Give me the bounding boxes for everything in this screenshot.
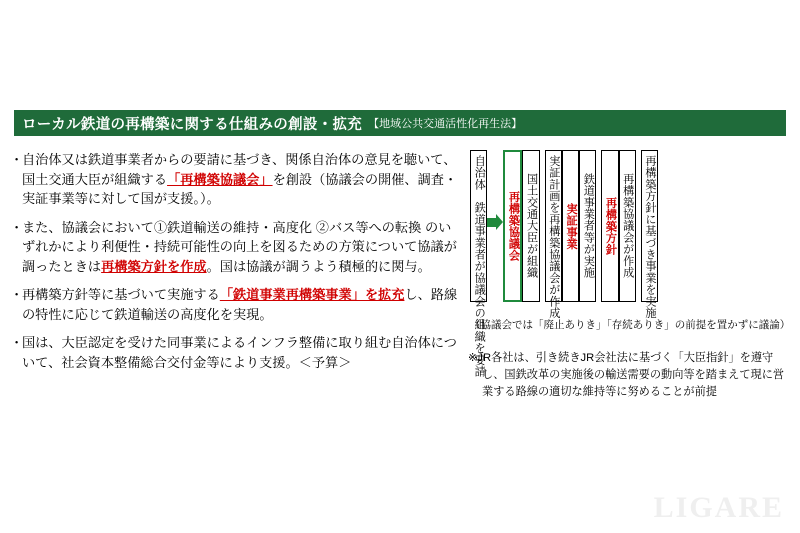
bullet-segment: 国は、大臣認定を受けた同事業によるインフラ整備に取り組む自治体について、社会資本整備総合交付金等により支援。＜予算＞	[22, 335, 457, 370]
flow-step-council	[503, 150, 522, 302]
bullet-marker: ・	[10, 219, 24, 235]
title-bar	[14, 110, 786, 136]
bullet-item	[10, 333, 460, 372]
flow-note: （協議会では「廃止ありき」「存続ありき」の前提を置かずに議論）	[470, 319, 791, 331]
flow-step-implement	[579, 150, 596, 302]
bullet-marker: ・	[10, 335, 24, 351]
bullet-text	[22, 285, 460, 324]
flow-step-label: 再構築方針	[604, 196, 617, 256]
flow-step-label: 国土交通大臣が組織	[525, 173, 538, 279]
bullet-text	[22, 150, 460, 209]
footnote-text: ※JR各社は、引き続きJR会社法に基づく「大臣指針」を遵守し、国鉄改革の実施後の輸送需要の動向等を踏まえて現に営業する路線の適切な維持等に努めることが前提	[468, 352, 785, 398]
bullet-segment: を創設（協議会の開催、調査・実証事業等に対して国が支援。）。	[22, 171, 458, 207]
flow-step-minister	[522, 150, 539, 302]
flow-step-plan	[545, 150, 562, 319]
flow-step-label: 再構築協議会	[507, 190, 520, 262]
flow-step-label: 再構築協議会が作成	[621, 173, 634, 279]
arrow-head	[496, 214, 503, 230]
flow-step-demonstration	[562, 150, 579, 302]
flow-step-label: 実証事業	[565, 202, 578, 250]
bullet-segment: 再構築方針等に基づいて実施する	[22, 287, 220, 303]
bullet-segment: また、協議会において①鉄道輸送の維持・高度化 ②バス等への転換 のいずれかにより利便性・持続可能性の向上を図るための方策について協議が調ったときは	[22, 219, 457, 274]
bullet-text	[22, 218, 460, 277]
flow-step-request	[470, 150, 487, 378]
flow-step-policy-make	[619, 150, 636, 302]
flow-step-label: 自治体 鉄道事業者が協議会の組織を要請	[473, 155, 486, 378]
page-subtitle: 【地域公共交通活性化再生法】	[368, 118, 523, 130]
flow-step-label: 鉄道事業者等が実施	[582, 173, 595, 279]
flow-step-execute	[641, 150, 658, 319]
watermark-logo: LIGARE	[653, 491, 784, 524]
bullet-segment-emphasis: 「再構築協議会」	[167, 171, 273, 187]
body-text-column	[10, 150, 460, 381]
bullet-item	[10, 285, 460, 324]
bullet-item	[10, 150, 460, 209]
bullet-segment: し、路線の特性に応じて鉄道輸送の高度化を実現。	[22, 287, 458, 322]
page-title: ローカル鉄道の再構築に関する仕組みの創設・拡充	[22, 116, 363, 133]
flow-step-label: 実証計画を再構築協議会が作成	[547, 155, 560, 319]
bullet-text	[22, 333, 460, 372]
flow-step-label: 再構築方針に基づき事業を実施	[643, 155, 656, 319]
bullet-segment: 自治体又は鉄道事業者からの要請に基づき、関係自治体の意見を聴いて、国土交通大臣が組織する	[22, 152, 457, 187]
bullet-segment: 。国は協議が調うよう積極的に関与。	[206, 258, 431, 274]
bullet-marker: ・	[10, 152, 24, 167]
footnote	[468, 350, 790, 400]
bullet-marker: ・	[10, 287, 24, 303]
bullet-segment-emphasis: 再構築方針を作成	[101, 258, 207, 274]
flow-step-policy	[601, 150, 618, 302]
bullet-segment-emphasis: 「鉄道事業再構築事業」を拡充	[219, 287, 405, 303]
flow-arrow-icon	[487, 150, 503, 302]
bullet-item	[10, 218, 460, 277]
